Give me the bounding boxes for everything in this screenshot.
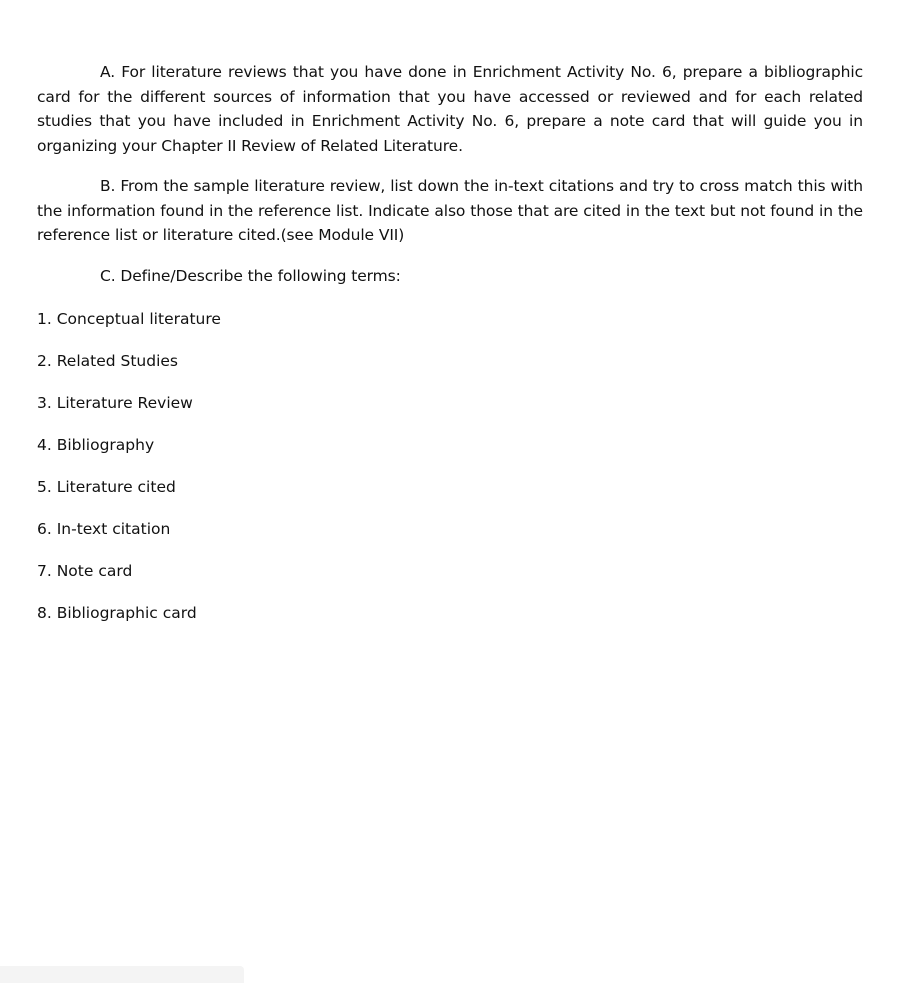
activity-page (37, 60, 863, 644)
term-item: 2. Related Studies (37, 352, 179, 370)
term-item: 3. Literature Review (37, 394, 193, 412)
page-footer-strip (0, 966, 244, 983)
term-item: 6. In-text citation (37, 520, 171, 538)
instruction-a: A. For literature reviews that you have done in Enrichment Activity No. 6, prepare a bibliographic card for the different sources of information that you have accessed or reviewed and for each related studies that you have included in Enrichment Activity No. 6, prepare a note card that will guide you in organizing your Chapter II Review of Related Literature. (37, 63, 863, 155)
terms-list (37, 308, 863, 644)
term-item: 4. Bibliography (37, 436, 155, 454)
term-item: 8. Bibliographic card (37, 604, 197, 622)
term-item: 1. Conceptual literature (37, 310, 221, 328)
instruction-c: C. Define/Describe the following terms: (100, 266, 401, 285)
term-item: 7. Note card (37, 562, 133, 580)
term-item: 5. Literature cited (37, 478, 176, 496)
instruction-b: B. From the sample literature review, list down the in-text citations and try to cross match this with the information found in the reference list. Indicate also those that are cited in the text but not found in the reference list or literature cited.(see Module VII) (37, 177, 863, 244)
